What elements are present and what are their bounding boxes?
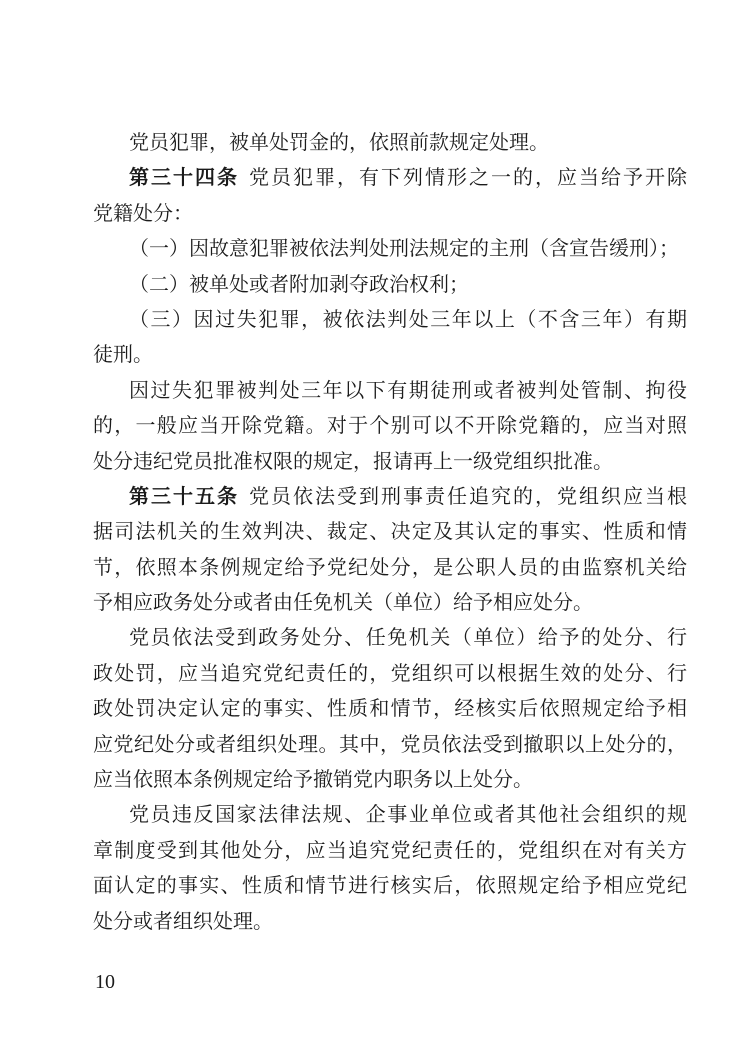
text-line: 党员依法受到政务处分、任免机关（单位）给予的处分、行: [129, 627, 687, 650]
list-item-3: （三）因过失犯罪，被依法判处三年以上（不含三年）有期: [129, 308, 687, 331]
text-line: 处分或者组织处理。: [93, 910, 273, 933]
text-line: 因过失犯罪被判处三年以下有期徒刑或者被判处管制、拘役: [129, 379, 687, 402]
text-line: 党员违反国家法律法规、企事业单位或者其他社会组织的规: [129, 804, 687, 827]
article-35-heading-line: [93, 480, 687, 515]
text-line: 章制度受到其他处分，应当追究党纪责任的，党组织在对有关方: [93, 839, 687, 862]
article-34-heading-line: [93, 161, 687, 196]
text-line: 予相应政务处分或者由任免机关（单位）给予相应处分。: [93, 592, 593, 615]
text-line: 面认定的事实、性质和情节进行核实后，依照规定给予相应党纪: [93, 875, 687, 898]
text-line: 政处罚决定认定的事实、性质和情节，经核实后依照规定给予相: [93, 698, 687, 721]
text-line: 的，一般应当开除党籍。对于个别可以不开除党籍的，应当对照: [93, 415, 687, 438]
page-number: 10: [95, 971, 115, 993]
text-line: 徒刑。: [93, 344, 153, 367]
text-line: 节，依照本条例规定给予党纪处分，是公职人员的由监察机关给: [93, 556, 687, 579]
text-line-segment: 党员犯罪，有下列情形之一的，应当给予开除: [249, 167, 687, 190]
text-line: 应当依照本条例规定给予撤销党内职务以上处分。: [93, 769, 533, 792]
text-line: 政处罚，应当追究党纪责任的，党组织可以根据生效的处分、行: [93, 662, 687, 685]
list-item-2: （二）被单处或者附加剥夺政治权利；: [129, 273, 469, 296]
text-line: 党员犯罪，被单处罚金的，依照前款规定处理。: [129, 132, 549, 154]
text-line: 据司法机关的生效判决、裁定、决定及其认定的事实、性质和情: [93, 521, 687, 544]
document-body: [93, 126, 687, 940]
text-line-segment: 党员依法受到刑事责任追究的，党组织应当根: [249, 485, 687, 508]
article-34-number: 第三十四条: [129, 167, 239, 190]
text-line: 应党纪处分或者组织处理。其中，党员依法受到撤职以上处分的，: [93, 733, 687, 756]
article-35-number: 第三十五条: [129, 485, 239, 508]
text-line: 党籍处分：: [93, 202, 193, 225]
list-item-1: （一）因故意犯罪被依法判处刑法规定的主刑（含宣告缓刑）；: [129, 238, 679, 261]
text-line: 处分违纪党员批准权限的规定，报请再上一级党组织批准。: [93, 450, 613, 473]
